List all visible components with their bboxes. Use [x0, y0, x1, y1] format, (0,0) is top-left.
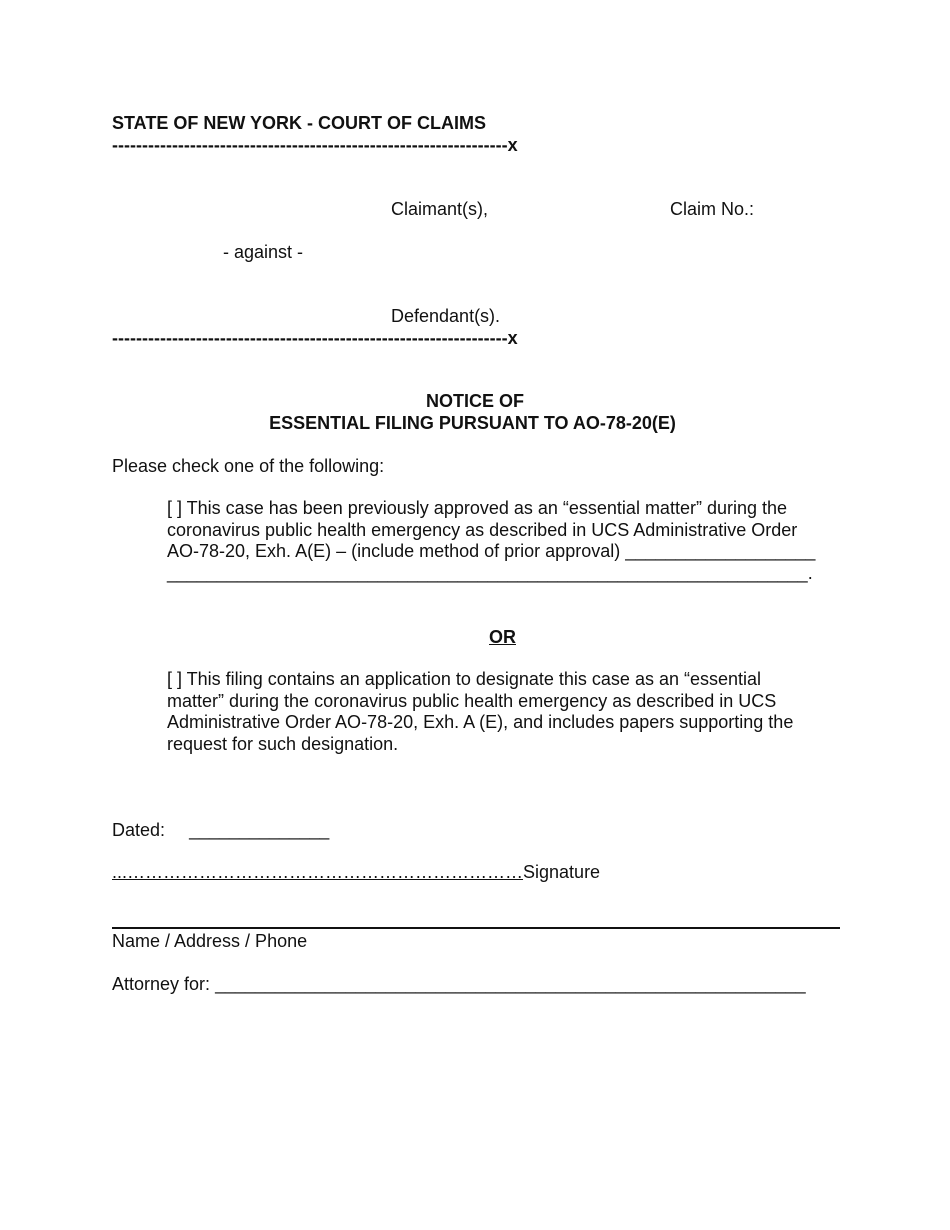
caption-divider-top: ------------------------------------------------------------------x: [112, 135, 518, 155]
option1-line2: coronavirus public health emergency as described in UCS Administrative Order: [167, 519, 798, 540]
notice-title-line2: ESSENTIAL FILING PURSUANT TO AO-78-20(E): [269, 413, 676, 433]
option2-line1: [ ] This filing contains an application to designate this case as an “essential: [167, 669, 762, 689]
claim-number-label: Claim No.:: [670, 199, 755, 219]
claimants-label: Claimant(s),: [391, 199, 489, 219]
option1-line1: [ ] This case has been previously approved as an “essential matter” during the: [167, 498, 788, 518]
option2-line2: matter” during the coronavirus public health emergency as described in UCS: [167, 690, 777, 711]
option-previously-approved: [167, 498, 839, 584]
instruction-text: Please check one of the following:: [112, 456, 385, 476]
attorney-label: Attorney for:: [112, 974, 211, 994]
court-heading: STATE OF NEW YORK - COURT OF CLAIMS: [112, 113, 486, 133]
attorney-field: [112, 973, 806, 995]
option2-line4: request for such designation.: [167, 733, 399, 754]
option2-line3: Administrative Order AO-78-20, Exh. A (E), and includes papers supporting the: [167, 712, 794, 733]
defendants-label: Defendant(s).: [391, 306, 501, 326]
option-application-to-designate: [167, 669, 839, 755]
or-separator: OR: [489, 627, 516, 647]
notice-title-line1: NOTICE OF: [426, 391, 524, 411]
option1-line3: AO-78-20, Exh. A(E) – (include method of prior approval) ___________________: [167, 541, 816, 562]
signature-field: [112, 861, 600, 883]
attorney-blank: ___________________________________________________________: [215, 974, 806, 994]
signature-dotted-line: ...…………………………………………………………: [112, 862, 524, 882]
caption-divider-bottom: ------------------------------------------------------------------x: [112, 328, 518, 348]
option1-line4: ________________________________________________________________.: [167, 562, 813, 583]
dated-field: [112, 819, 329, 841]
dated-blank: ______________: [189, 820, 330, 840]
against-label: - against -: [223, 242, 304, 262]
dated-label: Dated:: [112, 820, 166, 840]
signature-label: Signature: [523, 862, 601, 882]
name-address-rule: [112, 927, 840, 929]
name-address-phone-label: Name / Address / Phone: [112, 931, 308, 951]
